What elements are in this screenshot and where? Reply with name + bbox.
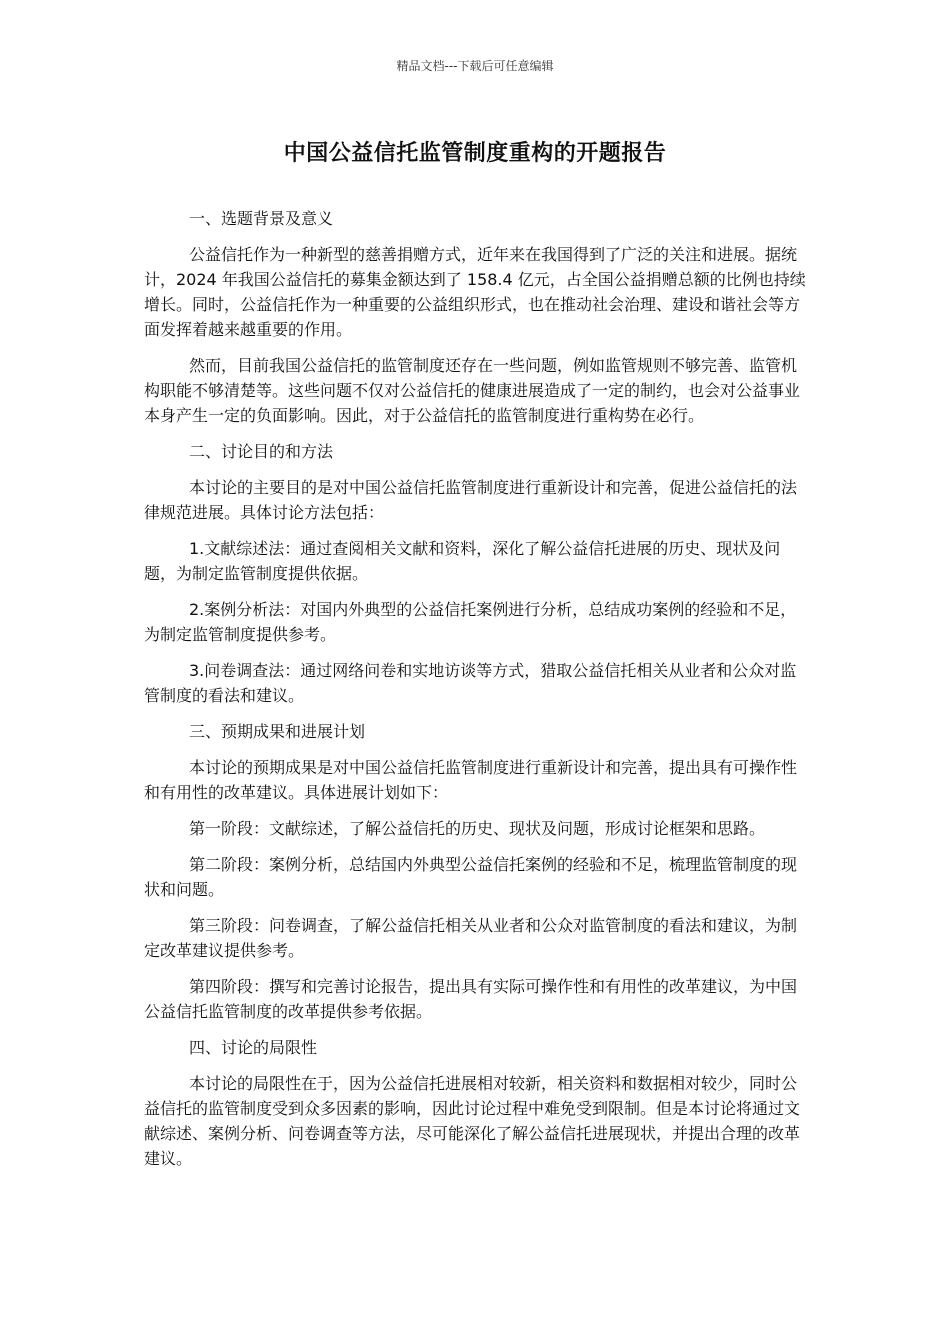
paragraph: 本讨论的局限性在于，因为公益信托进展相对较新，相关资料和数据相对较少，同时公益信托的监管制度受到众多因素的影响，因此讨论过程中难免受到限制。但是本讨论将通过文献综述、案例分析、问卷调查等方法，尽可能深化了解公益信托进展现状，并提出合理的改革建议。 <box>144 1074 801 1168</box>
section-heading-background: 一、选题背景及意义 <box>189 209 334 228</box>
paragraph: 第三阶段：问卷调查，了解公益信托相关从业者和公众对监管制度的看法和建议，为制定改革建议提供参考。 <box>144 916 798 960</box>
paragraph: 本讨论的主要目的是对中国公益信托监管制度进行重新设计和完善，促进公益信托的法律规范进展。具体讨论方法包括： <box>144 478 798 522</box>
paragraph: 1.文献综述法：通过查阅相关文献和资料，深化了解公益信托进展的历史、现状及问题，为制定监管制度提供依据。 <box>144 539 781 583</box>
section-heading-expected-results: 三、预期成果和进展计划 <box>189 722 366 741</box>
section-heading-purpose-methods: 二、讨论目的和方法 <box>189 442 334 461</box>
paragraph: 3.问卷调查法：通过网络问卷和实地访谈等方式，猎取公益信托相关从业者和公众对监管制度的看法和建议。 <box>144 661 797 705</box>
paragraph: 公益信托作为一种新型的慈善捐赠方式，近年来在我国得到了广泛的关注和进展。据统计，2024 年我国公益信托的募集金额达到了 158.4 亿元，占全国公益捐赠总额的比例也持续增长。同时，公益信托作为一种重要的公益组织形式，也在推动社会治理、建设和谐社会等方面发挥着越来越重要的作用。 <box>144 245 806 339</box>
section-heading-limitations: 四、讨论的局限性 <box>189 1038 318 1057</box>
document-body <box>144 206 812 1182</box>
paragraph: 第一阶段：文献综述，了解公益信托的历史、现状及问题，形成讨论框架和思路。 <box>189 819 766 838</box>
page-header-watermark: 精品文档---下载后可任意编辑 <box>396 59 554 73</box>
paragraph: 然而，目前我国公益信托的监管制度还存在一些问题，例如监管规则不够完善、监管机构职能不够清楚等。这些问题不仅对公益信托的健康进展造成了一定的制约，也会对公益事业本身产生一定的负面影响。因此，对于公益信托的监管制度进行重构势在必行。 <box>144 356 801 425</box>
paragraph: 第二阶段：案例分析，总结国内外典型公益信托案例的经验和不足，梳理监管制度的现状和问题。 <box>144 855 798 899</box>
paragraph: 第四阶段：撰写和完善讨论报告，提出具有实际可操作性和有用性的改革建议，为中国公益信托监管制度的改革提供参考依据。 <box>144 977 798 1021</box>
document-title: 中国公益信托监管制度重构的开题报告 <box>283 141 667 166</box>
paragraph: 2.案例分析法：对国内外典型的公益信托案例进行分析，总结成功案例的经验和不足，为制定监管制度提供参考。 <box>144 600 797 644</box>
paragraph: 本讨论的预期成果是对中国公益信托监管制度进行重新设计和完善，提出具有可操作性和有用性的改革建议。具体进展计划如下： <box>144 758 798 802</box>
